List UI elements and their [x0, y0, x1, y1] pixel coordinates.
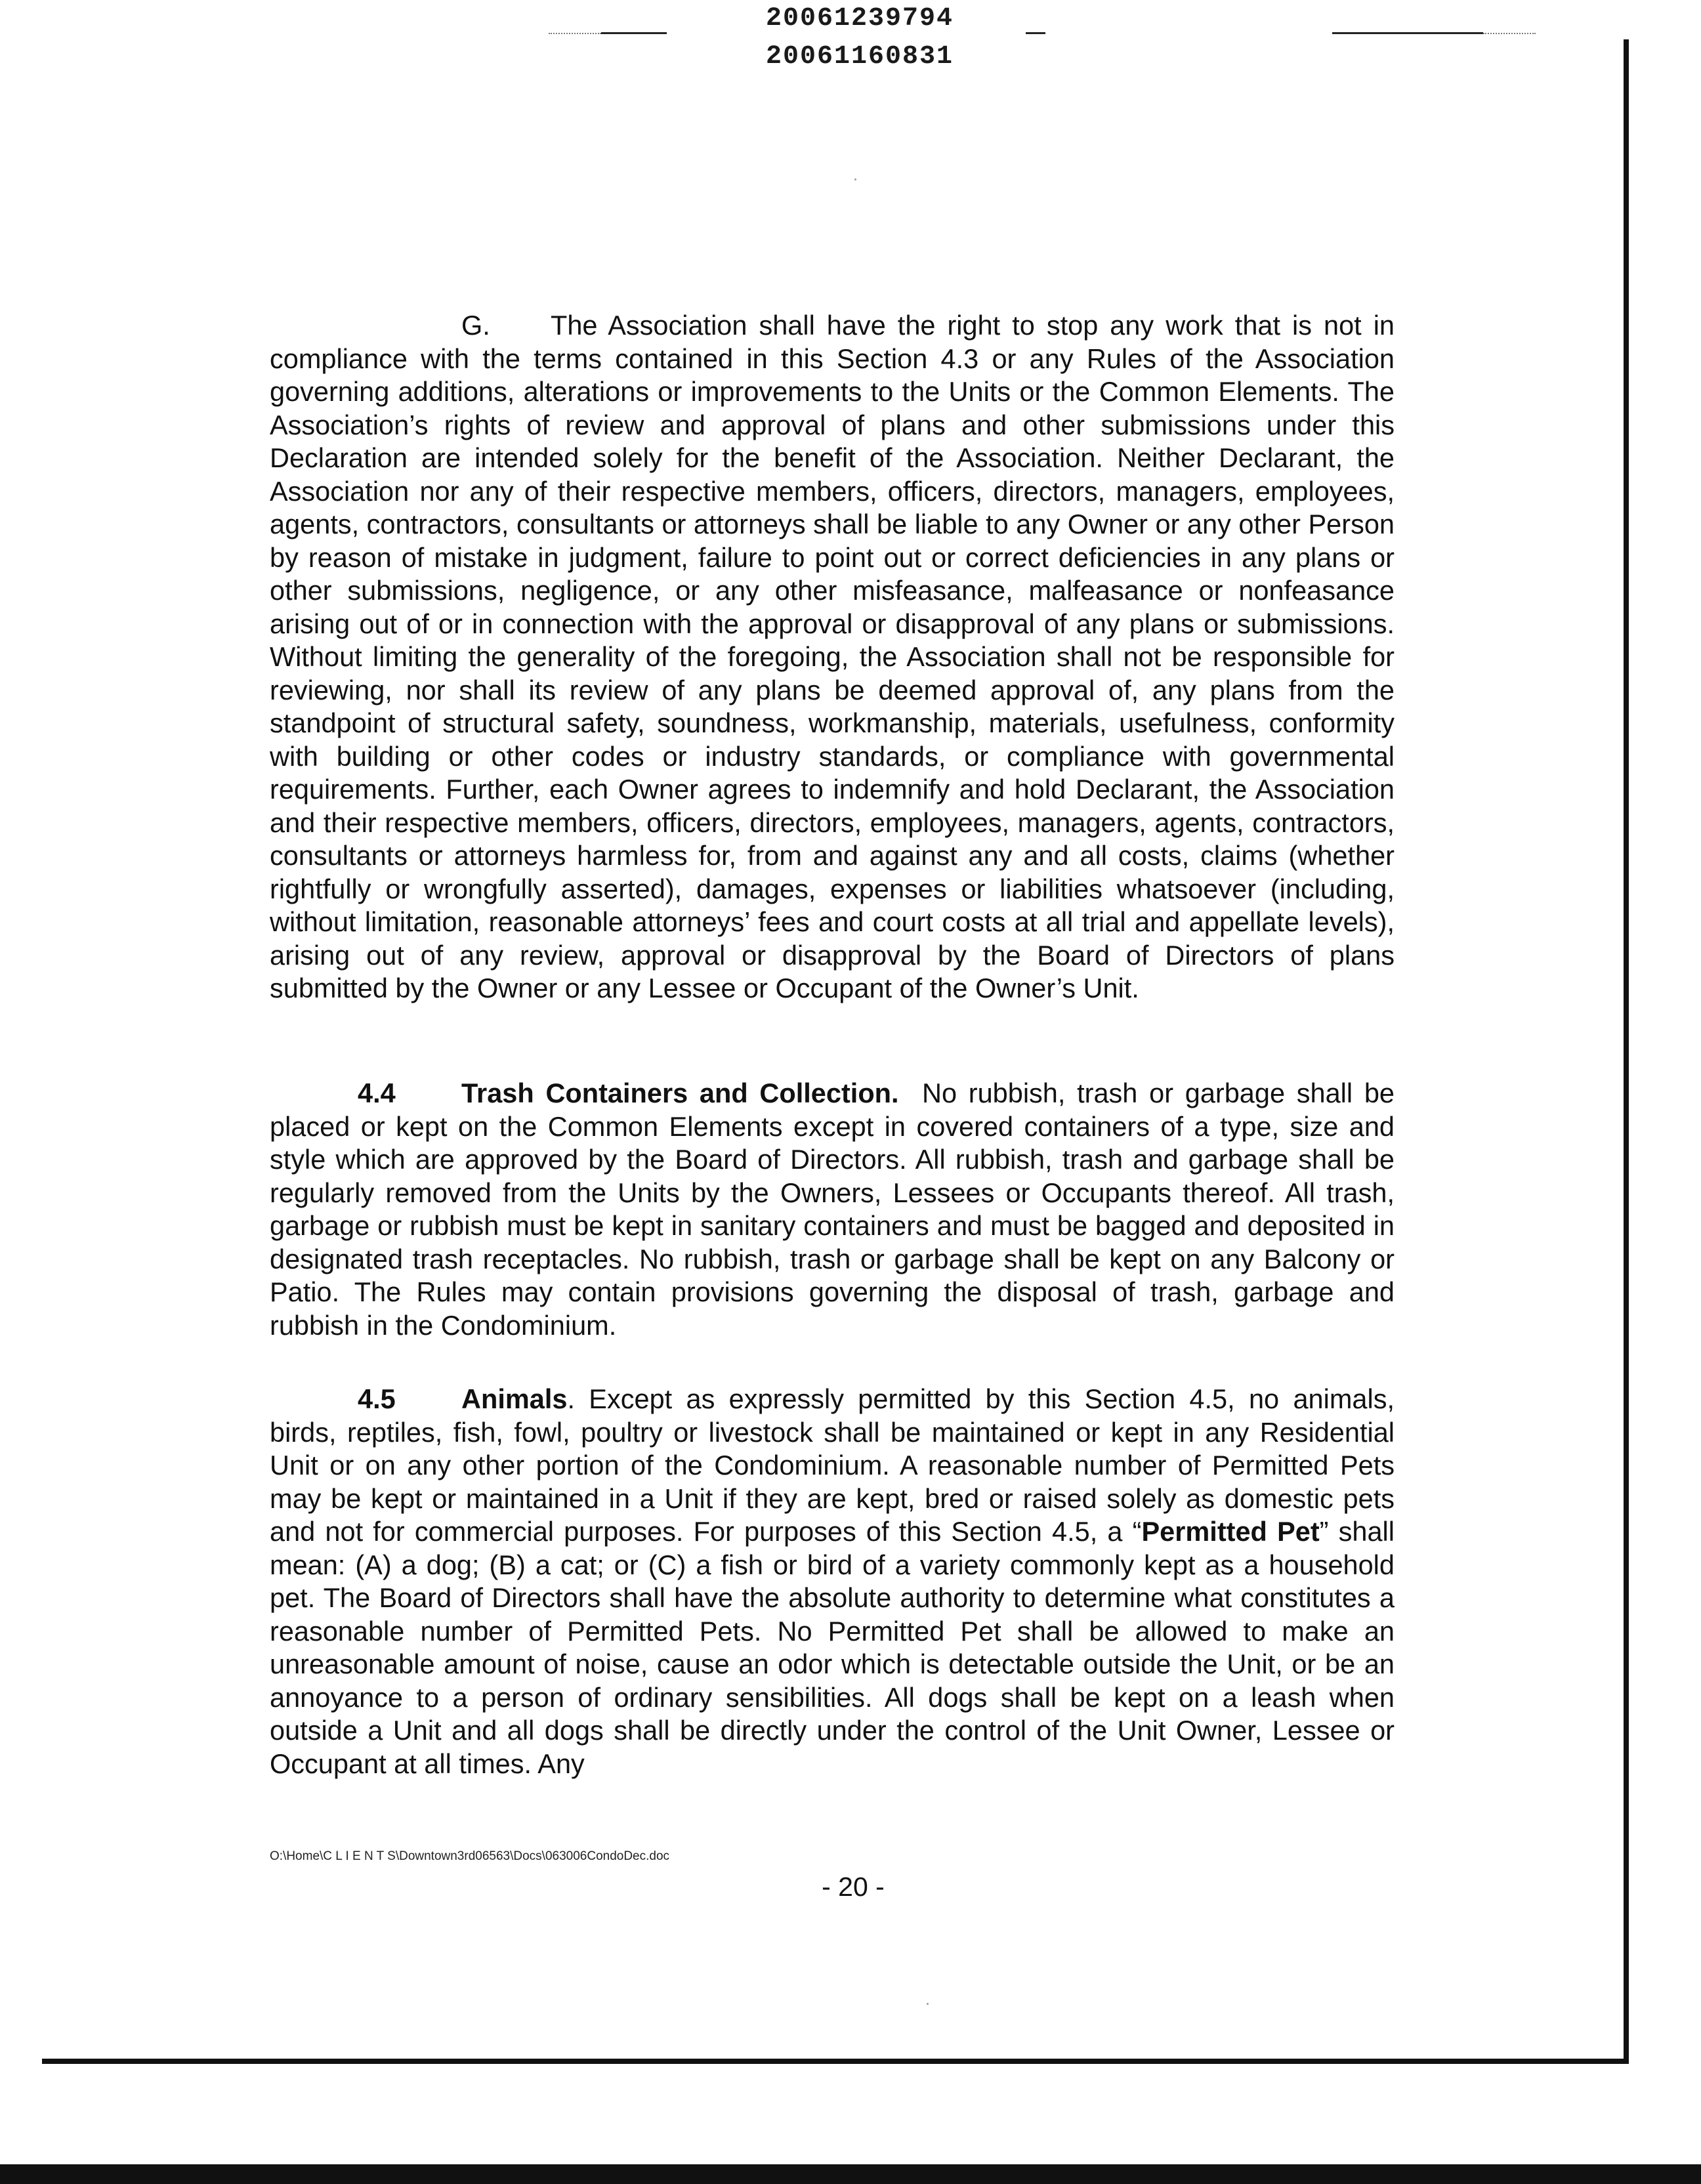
- scan-frame-bottom-border: [42, 2059, 1629, 2064]
- section-4-5-heading: Animals: [461, 1383, 568, 1414]
- scan-speck: [927, 2003, 929, 2005]
- document-number-2: 20061160831: [765, 42, 954, 72]
- section-4-4: [270, 1077, 1395, 1342]
- header-dotted-rule-left: [549, 33, 601, 35]
- section-4-5-text-a: . Except as expressly permitted by this Section 4.5, no animals, birds, reptiles, fish, fowl, poultry or livestock shall be maintained or kept in any Residential Unit or on any other portion of the Condominium. A reasonable number of Permitted Pets may be kept or maintained in a Unit if they are kept, bred or raised solely as domestic pets and not for commercial purposes. For purposes of this Section 4.5, a “: [270, 1383, 1395, 1547]
- header-rule-mid: [1026, 32, 1045, 34]
- section-4-5: [270, 1383, 1395, 1780]
- scan-bottom-edge: [0, 2164, 1701, 2184]
- footer-file-path: O:\Home\C L I E N T S\Downtown3rd06563\Docs\063006CondoDec.doc: [270, 1849, 670, 1863]
- header-dotted-rule-right: [1483, 33, 1536, 35]
- paragraph-g: [270, 309, 1395, 1005]
- paragraph-g-text: The Association shall have the right to stop any work that is not in compliance with the terms contained in this Section 4.3 or any Rules of the Association governing additions, alterations or improvements to the Units or the Common Elements. The Association’s rights of review and approval of plans and other submissions under this Declaration are intended solely for the benefit of the Association. Neither Declarant, the Association nor any of their respective members, officers, directors, managers, employees, agents, contractors, consultants or attorneys shall be liable to any Owner or any other Person by reason of mistake in judgment, failure to point out or correct deficiencies in any plans or other submissions, negligence, or any other misfeasance, malfeasance or nonfeasance arising out of or in connection with the approval or disapproval of any plans or submissions. Without limiting the generality of the foregoing, the Association shall not be responsible for reviewing, nor shall its review of any plans be deemed approval of, any plans from the standpoint of structural safety, soundness, workmanship, materials, usefulness, conformity with building or other codes or industry standards, or compliance with governmental requirements. Further, each Owner agrees to indemnify and hold Declarant, the Association and their respective members, officers, directors, employees, managers, agents, contractors, consultants or attorneys harmless for, from and against any and all costs, claims (whether rightfully or wrongfully asserted), damages, expenses or liabilities whatsoever (including, without limitation, reasonable attorneys’ fees and court costs at all trial and appellate levels), arising out of any review, approval or disapproval by the Board of Directors of plans submitted by the Owner or any Lessee or Occupant of the Owner’s Unit.: [270, 310, 1395, 1003]
- scan-frame-right-border: [1624, 39, 1629, 2064]
- header-rule-right: [1332, 32, 1483, 34]
- paragraph-g-label: G.: [461, 310, 490, 341]
- section-4-4-text: No rubbish, trash or garbage shall be placed or kept on the Common Elements except in covered containers of a type, size and style which are approved by the Board of Directors. All rubbish, trash and garbage shall be regularly removed from the Units by the Owners, Lessees or Occupants thereof. All trash, garbage or rubbish must be kept in sanitary containers and must be bagged and deposited in designated trash receptacles. No rubbish, trash or garbage shall be kept on any Balcony or Patio. The Rules may contain provisions governing the disposal of trash, garbage and rubbish in the Condominium.: [270, 1078, 1395, 1341]
- section-4-5-defined-term: Permitted Pet: [1141, 1516, 1320, 1547]
- section-4-5-text-b: ” shall mean: (A) a dog; (B) a cat; or (C) a fish or bird of a variety commonly kept as a household pet. The Board of Directors shall have the absolute authority to determine what constitutes a reasonable number of Permitted Pets. No Permitted Pet shall be allowed to make an unreasonable amount of noise, cause an odor which is detectable outside the Unit, or be an annoyance to a person of ordinary sensibilities. All dogs shall be kept on a leash when outside a Unit and all dogs shall be directly under the control of the Unit Owner, Lessee or Occupant at all times. Any: [270, 1516, 1395, 1779]
- scan-speck: [854, 178, 856, 180]
- page-number: - 20 -: [822, 1872, 885, 1902]
- section-4-5-number: 4.5: [358, 1383, 396, 1414]
- header-rule-left: [601, 32, 667, 34]
- section-4-4-number: 4.4: [358, 1078, 396, 1108]
- document-number-stamp: [656, 0, 1063, 76]
- section-4-4-heading: Trash Containers and Collection.: [461, 1078, 899, 1108]
- document-number-1: 20061239794: [765, 4, 954, 33]
